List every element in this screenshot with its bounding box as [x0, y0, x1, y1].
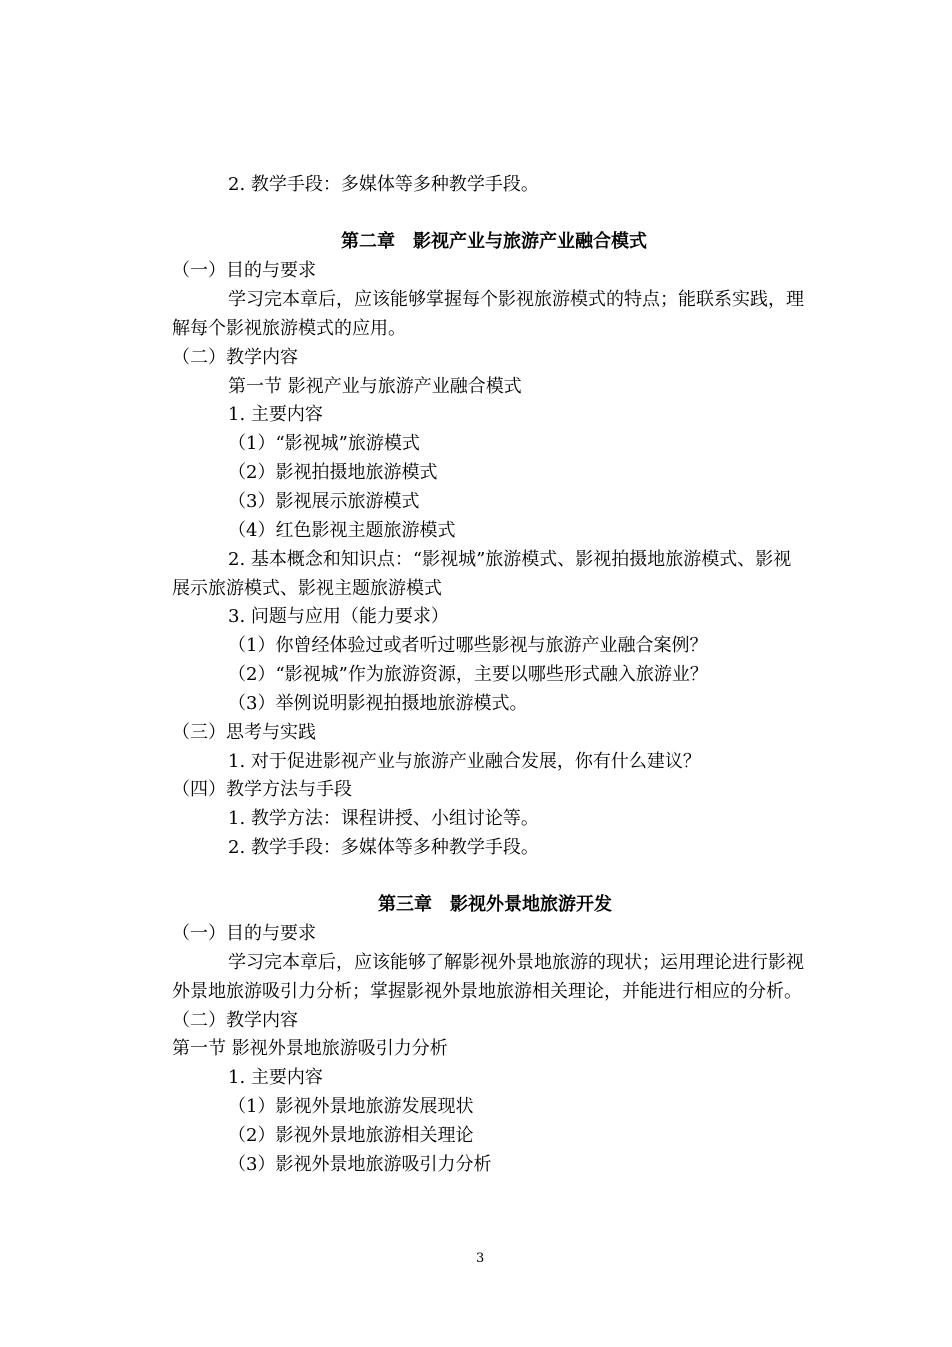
body-line: 2. 教学手段：多媒体等多种教学手段。 [228, 174, 539, 195]
list-item: （1）影视外景地旅游发展现状 [228, 1096, 474, 1117]
body-line: 学习完本章后，应该能够掌握每个影视旅游模式的特点；能联系实践，理 [228, 289, 804, 310]
page-number: 3 [476, 1251, 485, 1266]
chapter-title: 第三章 影视外景地旅游开发 [378, 894, 612, 915]
section-heading: （一）目的与要求 [172, 923, 316, 944]
section-heading: （一）目的与要求 [172, 260, 316, 281]
body-line: 1. 教学方法：课程讲授、小组讨论等。 [228, 808, 539, 829]
chapter-title: 第二章 影视产业与旅游产业融合模式 [341, 231, 647, 252]
list-item: （3）影视展示旅游模式 [228, 491, 420, 512]
body-line: 外景地旅游吸引力分析；掌握影视外景地旅游相关理论，并能进行相应的分析。 [172, 981, 802, 1002]
subsection-heading: 第一节 影视产业与旅游产业融合模式 [228, 376, 522, 397]
section-heading: （二）教学内容 [172, 1010, 298, 1031]
list-item: （2）影视外景地旅游相关理论 [228, 1125, 474, 1146]
body-line: 2. 教学手段：多媒体等多种教学手段。 [228, 837, 539, 858]
list-item: （1）你曾经体验过或者听过哪些影视与旅游产业融合案例？ [228, 635, 708, 656]
body-line: 1. 主要内容 [228, 404, 323, 425]
section-heading: （二）教学内容 [172, 347, 298, 368]
list-item: （3）影视外景地旅游吸引力分析 [228, 1154, 492, 1175]
body-line: 1. 对于促进影视产业与旅游产业融合发展，你有什么建议？ [228, 751, 701, 772]
section-heading: （四）教学方法与手段 [172, 779, 352, 800]
body-line: 学习完本章后，应该能够了解影视外景地旅游的现状；运用理论进行影视 [228, 952, 804, 973]
section-heading: （三）思考与实践 [172, 722, 316, 743]
body-line: 1. 主要内容 [228, 1067, 323, 1088]
body-line: 2. 基本概念和知识点：“影视城”旅游模式、影视拍摄地旅游模式、影视 [228, 549, 792, 570]
body-line: 3. 问题与应用（能力要求） [228, 606, 449, 627]
list-item: （3）举例说明影视拍摄地旅游模式。 [228, 693, 528, 714]
body-line: 展示旅游模式、影视主题旅游模式 [172, 578, 442, 599]
list-item: （2）影视拍摄地旅游模式 [228, 462, 438, 483]
list-item: （4）红色影视主题旅游模式 [228, 520, 456, 541]
subsection-heading: 第一节 影视外景地旅游吸引力分析 [172, 1038, 448, 1059]
list-item: （1）“影视城”旅游模式 [228, 433, 420, 454]
body-line: 解每个影视旅游模式的应用。 [172, 318, 406, 339]
list-item: （2）“影视城”作为旅游资源，主要以哪些形式融入旅游业？ [228, 664, 708, 685]
